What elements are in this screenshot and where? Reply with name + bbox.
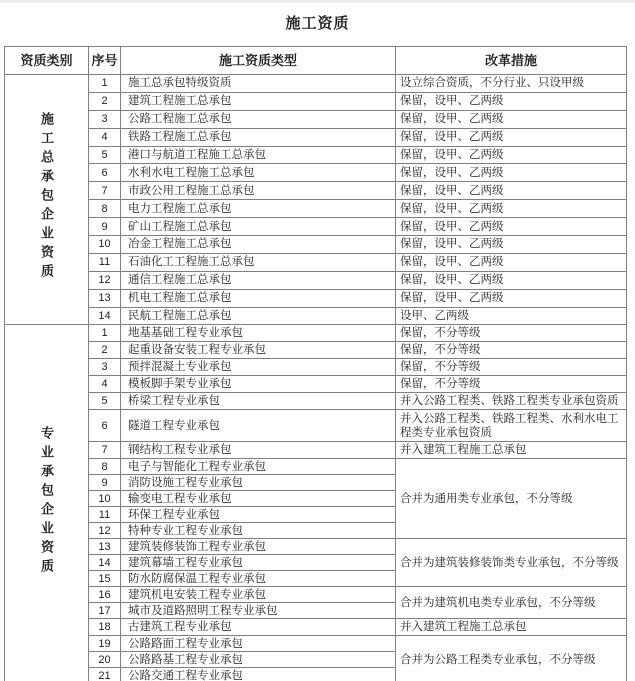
qualification-type-cell: 水利水电工程施工总承包 xyxy=(121,164,396,182)
reform-measure-cell: 保留，设甲、乙两级 xyxy=(396,236,627,254)
reform-measure-cell: 保留，设甲、乙两级 xyxy=(396,164,627,182)
reform-measure-cell: 合并为建筑装修装饰类专业承包，不分等级 xyxy=(396,539,627,587)
serial-number-cell: 2 xyxy=(89,342,121,359)
serial-number-cell: 6 xyxy=(89,410,121,442)
table-row xyxy=(5,271,627,289)
table-body xyxy=(5,75,627,681)
serial-number-cell: 6 xyxy=(89,164,121,182)
serial-number-cell: 8 xyxy=(89,200,121,218)
qualification-type-cell: 港口与航道工程施工总承包 xyxy=(121,146,396,164)
table-row xyxy=(5,410,627,442)
serial-number-cell: 4 xyxy=(89,128,121,146)
qualification-type-cell: 矿山工程施工总承包 xyxy=(121,218,396,236)
serial-number-cell: 8 xyxy=(89,459,121,475)
qualification-type-cell: 古建筑工程专业承包 xyxy=(121,619,396,636)
header-category: 资质类别 xyxy=(5,47,89,75)
qualification-type-cell: 防水防腐保温工程专业承包 xyxy=(121,571,396,587)
qualification-type-cell: 电子与智能化工程专业承包 xyxy=(121,459,396,475)
table-row xyxy=(5,75,627,93)
serial-number-cell: 12 xyxy=(89,523,121,539)
table-row xyxy=(5,539,627,555)
serial-number-cell: 4 xyxy=(89,376,121,393)
serial-number-cell: 15 xyxy=(89,571,121,587)
qualification-type-cell: 通信工程施工总承包 xyxy=(121,271,396,289)
qualification-type-cell: 建筑工程施工总承包 xyxy=(121,92,396,110)
reform-measure-cell: 保留，设甲、乙两级 xyxy=(396,271,627,289)
reform-measure-cell: 合并为通用类专业承包，不分等级 xyxy=(396,459,627,539)
serial-number-cell: 1 xyxy=(89,75,121,93)
serial-number-cell: 21 xyxy=(89,668,121,681)
serial-number-cell: 3 xyxy=(89,359,121,376)
qualification-type-cell: 电力工程施工总承包 xyxy=(121,200,396,218)
serial-number-cell: 11 xyxy=(89,507,121,523)
qualification-type-cell: 钢结构工程专业承包 xyxy=(121,442,396,459)
serial-number-cell: 1 xyxy=(89,325,121,342)
serial-number-cell: 9 xyxy=(89,475,121,491)
serial-number-cell: 5 xyxy=(89,146,121,164)
qualification-type-cell: 公路路基工程专业承包 xyxy=(121,652,396,668)
header-reform-measure: 改革措施 xyxy=(396,47,627,75)
reform-measure-cell: 设甲、乙两级 xyxy=(396,307,627,325)
table-row xyxy=(5,587,627,603)
qualification-type-cell: 建筑幕墙工程专业承包 xyxy=(121,555,396,571)
table-row xyxy=(5,342,627,359)
table-row xyxy=(5,325,627,342)
table-row xyxy=(5,164,627,182)
reform-measure-cell: 保留，设甲、乙两级 xyxy=(396,128,627,146)
header-serial-number: 序号 xyxy=(89,47,121,75)
table-row xyxy=(5,307,627,325)
table-row xyxy=(5,218,627,236)
reform-measure-cell: 保留，设甲、乙两级 xyxy=(396,289,627,307)
table-row xyxy=(5,459,627,475)
qualification-type-cell: 机电工程施工总承包 xyxy=(121,289,396,307)
header-row xyxy=(5,47,627,75)
qualification-type-cell: 预拌混凝土专业承包 xyxy=(121,359,396,376)
serial-number-cell: 10 xyxy=(89,491,121,507)
serial-number-cell: 10 xyxy=(89,236,121,254)
reform-measure-cell: 保留，不分等级 xyxy=(396,325,627,342)
table-row xyxy=(5,128,627,146)
table-row xyxy=(5,92,627,110)
category-label: 专业承包企业资质 xyxy=(39,426,54,579)
serial-number-cell: 3 xyxy=(89,110,121,128)
reform-measure-cell: 保留，不分等级 xyxy=(396,376,627,393)
qualification-type-cell: 公路路面工程专业承包 xyxy=(121,636,396,652)
table-row xyxy=(5,200,627,218)
serial-number-cell: 7 xyxy=(89,442,121,459)
serial-number-cell: 9 xyxy=(89,218,121,236)
serial-number-cell: 13 xyxy=(89,289,121,307)
qualification-type-cell: 特种专业工程专业承包 xyxy=(121,523,396,539)
serial-number-cell: 14 xyxy=(89,307,121,325)
table-row xyxy=(5,289,627,307)
table-row xyxy=(5,636,627,652)
reform-measure-cell: 合并为建筑机电类专业承包，不分等级 xyxy=(396,587,627,619)
qualification-type-cell: 环保工程专业承包 xyxy=(121,507,396,523)
qualification-type-cell: 公路工程施工总承包 xyxy=(121,110,396,128)
serial-number-cell: 11 xyxy=(89,253,121,271)
qualification-type-cell: 消防设施工程专业承包 xyxy=(121,475,396,491)
table-row xyxy=(5,146,627,164)
qualification-type-cell: 建筑机电安装工程专业承包 xyxy=(121,587,396,603)
serial-number-cell: 18 xyxy=(89,619,121,636)
qualification-type-cell: 建筑装修装饰工程专业承包 xyxy=(121,539,396,555)
reform-measure-cell: 并入建筑工程施工总承包 xyxy=(396,442,627,459)
reform-measure-cell: 保留，设甲、乙两级 xyxy=(396,200,627,218)
qualification-type-cell: 起重设备安装工程专业承包 xyxy=(121,342,396,359)
reform-measure-cell: 并入公路工程类、铁路工程类专业承包资质 xyxy=(396,393,627,410)
reform-measure-cell: 并入建筑工程施工总承包 xyxy=(396,619,627,636)
serial-number-cell: 2 xyxy=(89,92,121,110)
category-cell xyxy=(5,325,89,681)
table-row xyxy=(5,253,627,271)
table-row xyxy=(5,359,627,376)
qualification-type-cell: 桥梁工程专业承包 xyxy=(121,393,396,410)
serial-number-cell: 7 xyxy=(89,182,121,200)
qualification-type-cell: 输变电工程专业承包 xyxy=(121,491,396,507)
qualification-type-cell: 公路交通工程专业承包 xyxy=(121,668,396,681)
qualification-type-cell: 民航工程施工总承包 xyxy=(121,307,396,325)
reform-measure-cell: 保留，设甲、乙两级 xyxy=(396,182,627,200)
qualification-type-cell: 铁路工程施工总承包 xyxy=(121,128,396,146)
qualification-type-cell: 地基基础工程专业承包 xyxy=(121,325,396,342)
qualification-type-cell: 石油化工工程施工总承包 xyxy=(121,253,396,271)
category-label: 施工总承包企业资质 xyxy=(39,112,54,284)
table-row xyxy=(5,442,627,459)
reform-measure-cell: 保留，设甲、乙两级 xyxy=(396,92,627,110)
reform-measure-cell: 合并为公路工程类专业承包，不分等级 xyxy=(396,636,627,681)
serial-number-cell: 12 xyxy=(89,271,121,289)
reform-measure-cell: 保留，不分等级 xyxy=(396,359,627,376)
serial-number-cell: 20 xyxy=(89,652,121,668)
reform-measure-cell: 并入公路工程类、铁路工程类、水利水电工程类专业承包资质 xyxy=(396,410,627,442)
table-header xyxy=(5,47,627,75)
table-row xyxy=(5,182,627,200)
table-row xyxy=(5,619,627,636)
header-qualification-type: 施工资质类型 xyxy=(121,47,396,75)
serial-number-cell: 16 xyxy=(89,587,121,603)
serial-number-cell: 19 xyxy=(89,636,121,652)
category-cell xyxy=(5,75,89,325)
table-row xyxy=(5,376,627,393)
table-row xyxy=(5,110,627,128)
qualification-type-cell: 模板脚手架专业承包 xyxy=(121,376,396,393)
serial-number-cell: 5 xyxy=(89,393,121,410)
reform-measure-cell: 保留，设甲、乙两级 xyxy=(396,218,627,236)
qualification-type-cell: 施工总承包特级资质 xyxy=(121,75,396,93)
qualification-type-cell: 市政公用工程施工总承包 xyxy=(121,182,396,200)
reform-measure-cell: 保留，不分等级 xyxy=(396,342,627,359)
serial-number-cell: 17 xyxy=(89,603,121,619)
reform-measure-cell: 设立综合资质，不分行业、只设甲级 xyxy=(396,75,627,93)
serial-number-cell: 14 xyxy=(89,555,121,571)
reform-measure-cell: 保留，设甲、乙两级 xyxy=(396,253,627,271)
qualification-table xyxy=(4,46,627,681)
reform-measure-cell: 保留，设甲、乙两级 xyxy=(396,146,627,164)
table-row xyxy=(5,393,627,410)
reform-measure-cell: 保留，设甲、乙两级 xyxy=(396,110,627,128)
serial-number-cell: 13 xyxy=(89,539,121,555)
qualification-type-cell: 冶金工程施工总承包 xyxy=(121,236,396,254)
table-row xyxy=(5,236,627,254)
qualification-type-cell: 城市及道路照明工程专业承包 xyxy=(121,603,396,619)
page-title: 施工资质 xyxy=(285,15,350,32)
qualification-type-cell: 隧道工程专业承包 xyxy=(121,410,396,442)
